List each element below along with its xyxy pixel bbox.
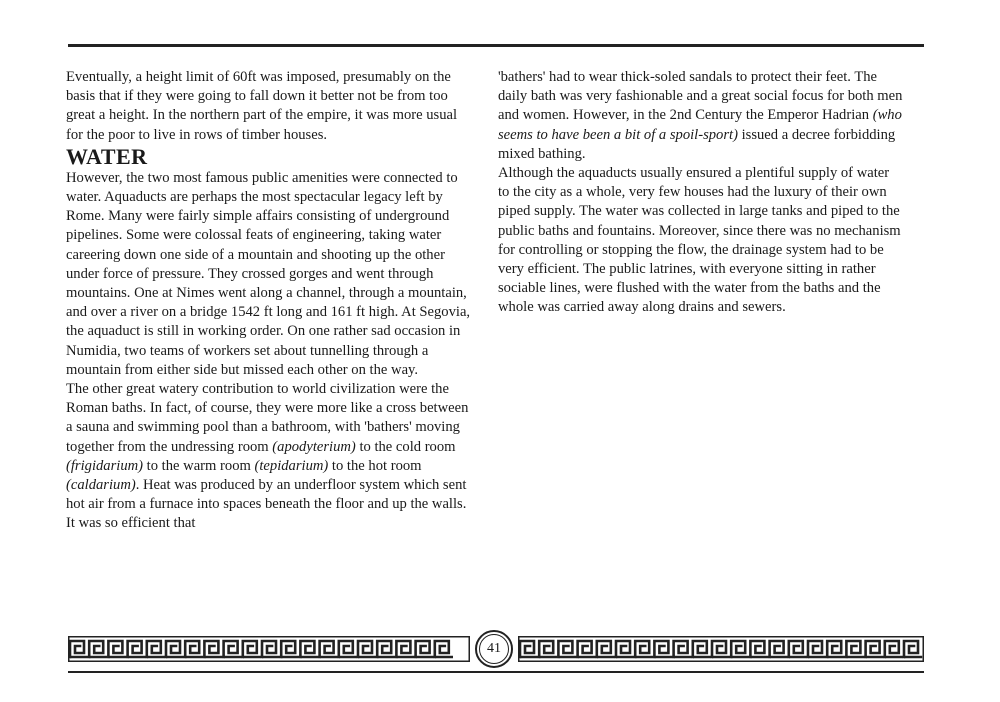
baths-text-c: to the warm room xyxy=(143,457,255,474)
page-number: 41 xyxy=(479,634,509,664)
baths-text-e: . Heat was produced by an underfloor system which sent hot air from a furnace into spaces beneath the floor and up the walls. It was so efficient that xyxy=(66,477,467,532)
bottom-rule xyxy=(68,671,924,673)
bathers-text-b: issued a decree forbidding mixed bathing. xyxy=(498,126,896,162)
left-column xyxy=(66,68,476,534)
bathers-text-a: 'bathers' had to wear thick-soled sandals to protect their feet. The daily bath was very fashionable and a great social focus for both men and women. However, in the 2nd Century the Emperor Hadrian xyxy=(498,69,903,124)
baths-paragraph xyxy=(66,380,476,534)
term-apodyterium: (apodyterium) xyxy=(272,438,356,455)
page-number-medallion xyxy=(475,630,513,668)
intro-paragraph: Eventually, a height limit of 60ft was imposed, presumably on the basis that if they were going to fall down it better not be from too great a height. In the northern part of the empire, it was more usual for the poor to live in rows of timber houses. xyxy=(66,69,458,143)
hadrian-aside: (who seems to have been a bit of a spoil-sport) xyxy=(498,107,902,143)
greek-key-border-icon xyxy=(68,636,470,662)
aquaducts-paragraph: However, the two most famous public amenities were connected to water. Aquaducts are perhaps the most spectacular legacy left by Rome. Many were fairly simple affairs consisting of underground pipelines. Some were colossal feats of engineering, taking water careering down one side of a mountain and shooting up the other under force of pressure. They crossed gorges and went through mountains. One at Nimes went along a channel, through a mountain, and over a river on a bridge 1542 ft long and 161 ft high. At Segovia, the aquaduct is still in working order. On one rather sad occasion in Numidia, two teams of workers set about tunnelling through a mountain from either side but missed each other on the way. xyxy=(66,169,471,378)
page-footer xyxy=(68,628,924,672)
baths-text-b: to the cold room xyxy=(355,438,456,455)
term-frigidarium: (frigidarium) xyxy=(66,457,144,474)
section-heading: WATER xyxy=(66,143,148,169)
greek-key-border-icon xyxy=(518,636,924,662)
baths-text-a: The other great watery contribution to world civilization were the Roman baths. In fact, of course, they were more like a cross between a sauna and swimming pool than a bathroom, with 'bathers' moving together from the undressing room xyxy=(66,381,469,455)
right-column xyxy=(498,68,903,318)
baths-text-d: to the hot room xyxy=(328,457,422,474)
term-caldarium: (caldarium) xyxy=(66,477,136,494)
top-rule xyxy=(68,44,924,47)
bathers-paragraph xyxy=(498,68,903,164)
term-tepidarium: (tepidarium) xyxy=(254,457,329,474)
supply-paragraph: Although the aquaducts usually ensured a plentiful supply of water to the city as a whole, very few houses had the luxury of their own piped supply. The water was collected in large tanks and piped to the public baths and fountains. Moreover, since there was no mechanism for controlling or stopping the flow, the drainage system had to be very efficient. The public latrines, with everyone sitting in rather sociable lines, were flushed with the water from the baths and the whole was carried away along drains and sewers. xyxy=(498,165,901,316)
